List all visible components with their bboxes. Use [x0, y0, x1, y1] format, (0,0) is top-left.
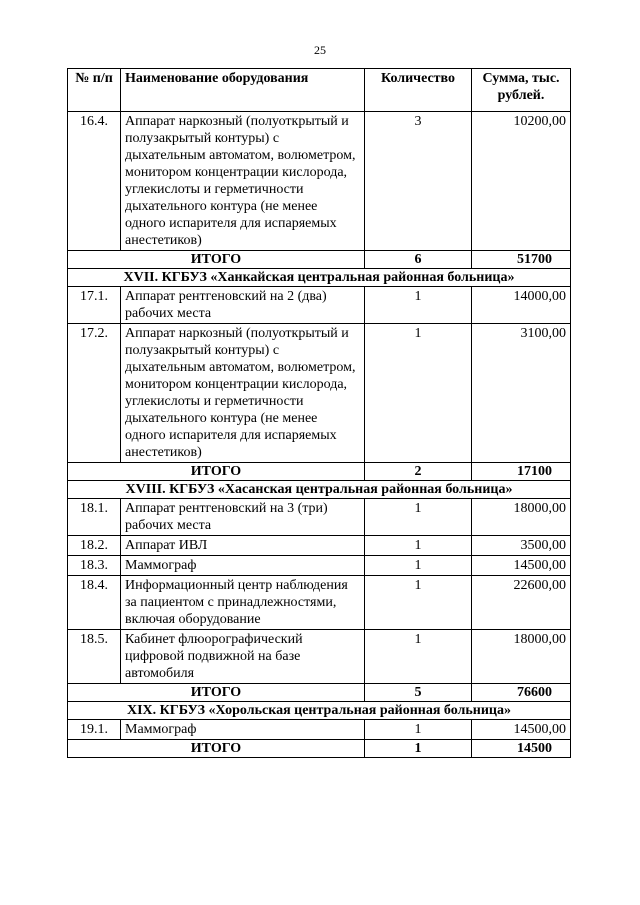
total-row	[68, 463, 571, 481]
table-header-row	[68, 69, 571, 112]
item-sum: 3500,00	[472, 536, 571, 556]
header-equipment-name: Наименование оборудования	[121, 69, 365, 112]
table-body	[68, 112, 571, 758]
table-row	[68, 630, 571, 684]
total-quantity: 5	[365, 684, 472, 702]
section-title: XVIII. КГБУЗ «Хасанская центральная районная больница»	[68, 481, 571, 499]
total-sum: 17100	[472, 463, 571, 481]
total-quantity: 1	[365, 740, 472, 758]
total-row	[68, 251, 571, 269]
header-quantity: Количество	[365, 69, 472, 112]
item-number: 18.5.	[68, 630, 121, 684]
item-quantity: 1	[365, 556, 472, 576]
item-number: 18.3.	[68, 556, 121, 576]
item-name: Маммограф	[121, 720, 365, 740]
item-number: 17.1.	[68, 287, 121, 324]
section-row	[68, 702, 571, 720]
table-row	[68, 720, 571, 740]
item-quantity: 1	[365, 287, 472, 324]
item-number: 16.4.	[68, 112, 121, 251]
total-row	[68, 684, 571, 702]
total-label: ИТОГО	[68, 463, 365, 481]
total-sum: 51700	[472, 251, 571, 269]
item-name: Аппарат ИВЛ	[121, 536, 365, 556]
item-quantity: 1	[365, 576, 472, 630]
item-name: Аппарат рентгеновский на 3 (три) рабочих места	[121, 499, 365, 536]
total-sum: 76600	[472, 684, 571, 702]
item-sum: 18000,00	[472, 630, 571, 684]
equipment-table	[67, 68, 571, 758]
item-sum: 14500,00	[472, 720, 571, 740]
total-sum: 14500	[472, 740, 571, 758]
item-quantity: 1	[365, 536, 472, 556]
table-row	[68, 324, 571, 463]
item-quantity: 1	[365, 499, 472, 536]
page-number: 25	[314, 43, 326, 57]
item-name: Информационный центр наблюдения за пациентом с принадлежностями, включая оборудование	[121, 576, 365, 630]
table-row	[68, 536, 571, 556]
item-number: 18.4.	[68, 576, 121, 630]
item-quantity: 3	[365, 112, 472, 251]
item-sum: 3100,00	[472, 324, 571, 463]
item-sum: 14000,00	[472, 287, 571, 324]
table-row	[68, 287, 571, 324]
section-row	[68, 269, 571, 287]
table-row	[68, 576, 571, 630]
header-sum: Сумма, тыс. рублей.	[472, 69, 571, 112]
total-label: ИТОГО	[68, 684, 365, 702]
item-name: Аппарат рентгеновский на 2 (два) рабочих места	[121, 287, 365, 324]
total-quantity: 2	[365, 463, 472, 481]
item-quantity: 1	[365, 630, 472, 684]
item-name: Аппарат наркозный (полуоткрытый и полузакрытый контуры) с дыхательным автоматом, волюметром, монитором концентрации кислорода, углекислоты и герметичности дыхательного контура (не менее одного испарителя для испаряемых анестетиков)	[121, 324, 365, 463]
item-number: 19.1.	[68, 720, 121, 740]
section-row	[68, 481, 571, 499]
item-quantity: 1	[365, 720, 472, 740]
header-number: № п/п	[68, 69, 121, 112]
item-sum: 22600,00	[472, 576, 571, 630]
table-row	[68, 499, 571, 536]
item-number: 18.1.	[68, 499, 121, 536]
total-quantity: 6	[365, 251, 472, 269]
item-quantity: 1	[365, 324, 472, 463]
total-label: ИТОГО	[68, 251, 365, 269]
item-sum: 14500,00	[472, 556, 571, 576]
total-label: ИТОГО	[68, 740, 365, 758]
item-sum: 10200,00	[472, 112, 571, 251]
item-sum: 18000,00	[472, 499, 571, 536]
table-row	[68, 112, 571, 251]
item-name: Аппарат наркозный (полуоткрытый и полузакрытый контуры) с дыхательным автоматом, волюметром, монитором концентрации кислорода, углекислоты и герметичности дыхательного контура (не менее одного испарителя для испаряемых анестетиков)	[121, 112, 365, 251]
table-row	[68, 556, 571, 576]
item-number: 17.2.	[68, 324, 121, 463]
section-title: XVII. КГБУЗ «Ханкайская центральная районная больница»	[68, 269, 571, 287]
section-title: XIX. КГБУЗ «Хорольская центральная районная больница»	[68, 702, 571, 720]
item-name: Кабинет флюорографический цифровой подвижной на базе автомобиля	[121, 630, 365, 684]
total-row	[68, 740, 571, 758]
item-name: Маммограф	[121, 556, 365, 576]
item-number: 18.2.	[68, 536, 121, 556]
